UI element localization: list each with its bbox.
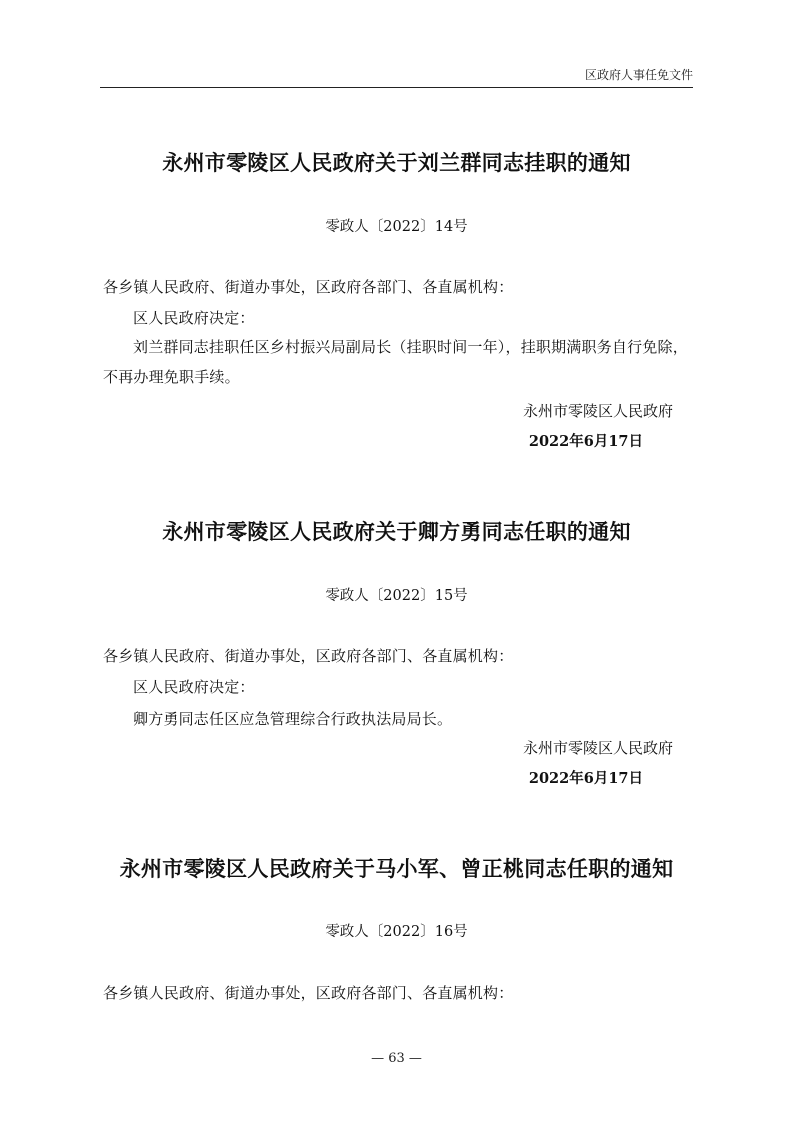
addressee: 各乡镇人民政府、街道办事处，区政府各部门、各直属机构： xyxy=(103,278,514,296)
page-number: — 63 — xyxy=(371,1051,422,1066)
header-label: 区政府人事任免文件 xyxy=(584,68,693,82)
decision-lead: 区人民政府决定： xyxy=(133,309,255,327)
header-divider xyxy=(100,87,693,88)
doc-number: 零政人〔2022〕15号 xyxy=(325,588,468,604)
notice-title: 永州市零陵区人民政府关于刘兰群同志挂职的通知 xyxy=(162,151,631,175)
signatory: 永州市零陵区人民政府 xyxy=(522,402,673,420)
addressee: 各乡镇人民政府、街道办事处，区政府各部门、各直属机构： xyxy=(103,647,514,665)
doc-number: 零政人〔2022〕14号 xyxy=(325,219,468,235)
addressee: 各乡镇人民政府、街道办事处，区政府各部门、各直属机构： xyxy=(103,984,514,1002)
decision-lead: 区人民政府决定： xyxy=(133,678,255,696)
issue-date: 2022年6月17日 xyxy=(528,433,643,450)
issue-date: 2022年6月17日 xyxy=(528,770,643,787)
doc-number: 零政人〔2022〕16号 xyxy=(325,924,468,940)
notice-title: 永州市零陵区人民政府关于卿方勇同志任职的通知 xyxy=(162,520,631,544)
notice-body: 刘兰群同志挂职任区乡村振兴局副局长（挂职时间一年），挂职期满职务自行免除，不再办理免职手续。 xyxy=(103,338,688,386)
signatory: 永州市零陵区人民政府 xyxy=(522,739,673,757)
notice-title: 永州市零陵区人民政府关于马小军、曾正桃同志任职的通知 xyxy=(119,857,674,881)
notice-body: 卿方勇同志任区应急管理综合行政执法局局长。 xyxy=(133,710,453,728)
